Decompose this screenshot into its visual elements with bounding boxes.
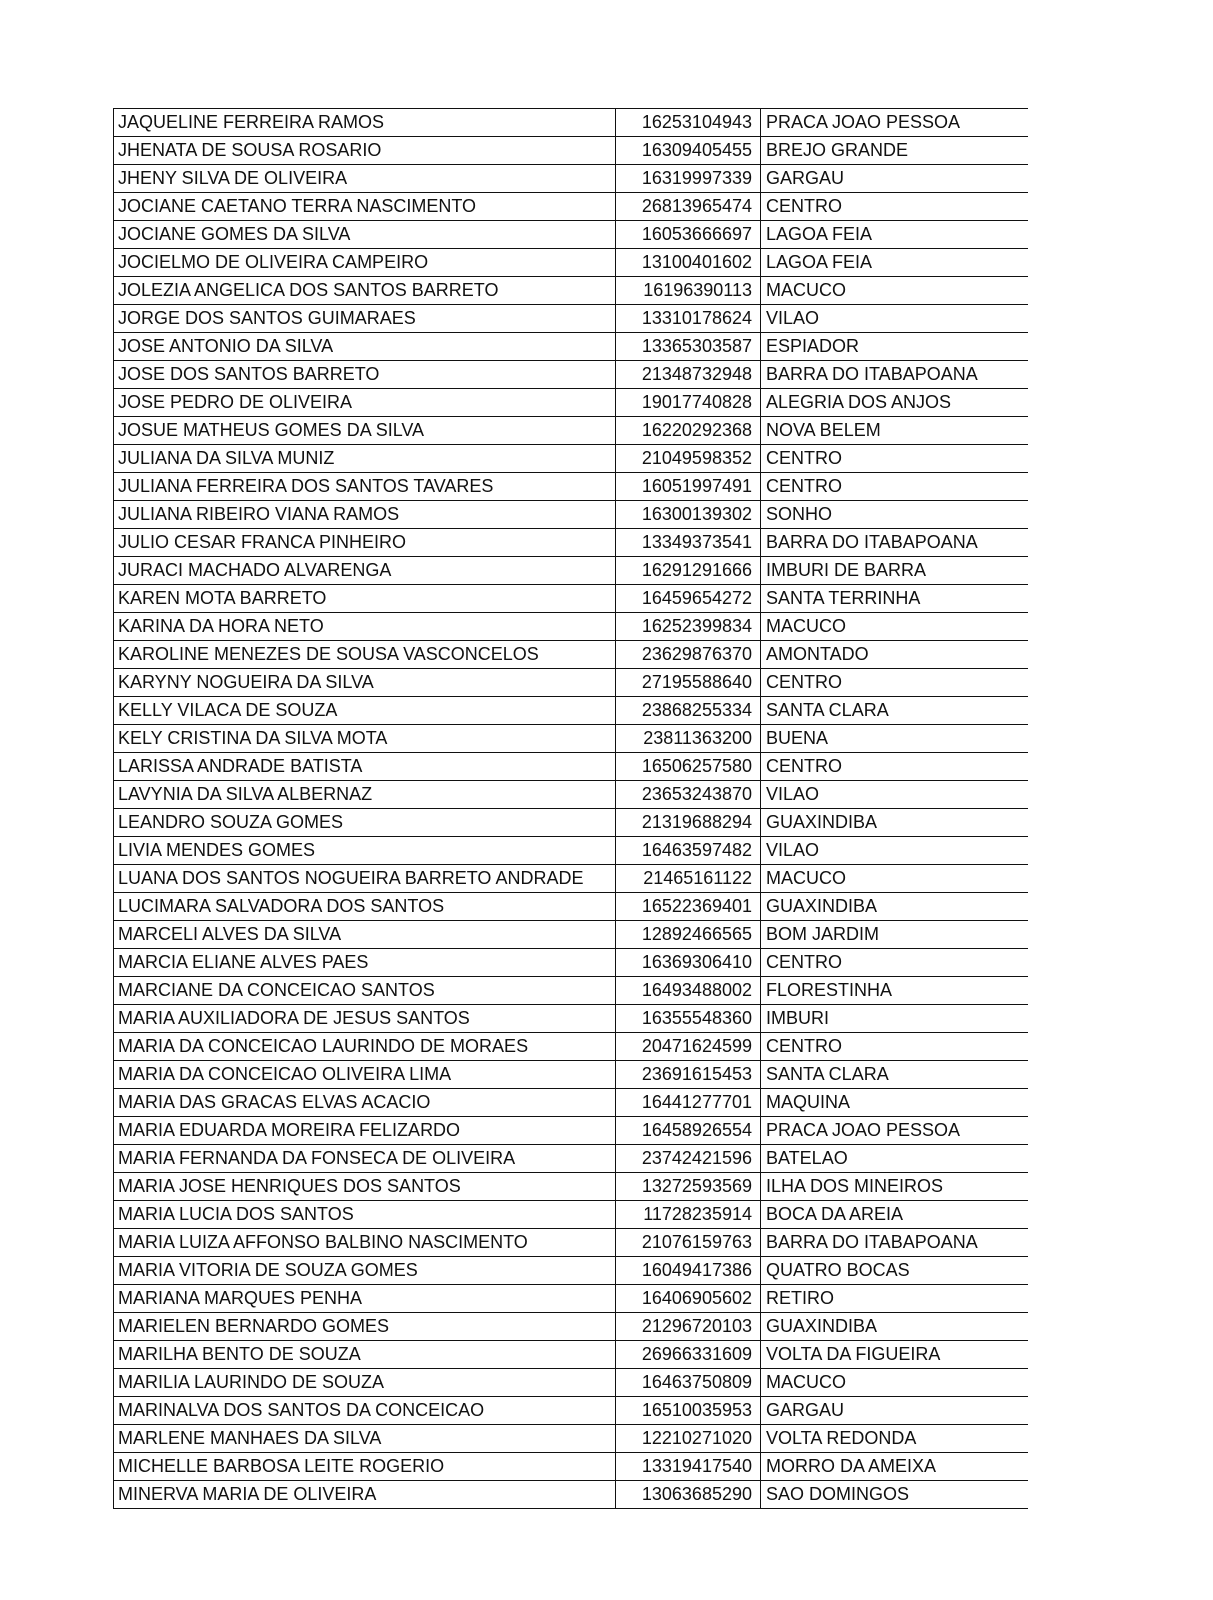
person-name-cell: LAVYNIA DA SILVA ALBERNAZ	[114, 781, 616, 809]
person-name-cell: JHENY SILVA DE OLIVEIRA	[114, 165, 616, 193]
person-name-cell: LEANDRO SOUZA GOMES	[114, 809, 616, 837]
id-number-cell: 23811363200	[616, 725, 761, 753]
neighborhood-cell: BOCA DA AREIA	[761, 1201, 1028, 1229]
table-row	[114, 137, 1028, 165]
person-name-cell: JOSE DOS SANTOS BARRETO	[114, 361, 616, 389]
neighborhood-cell: VILAO	[761, 837, 1028, 865]
person-name-cell: MARIA DA CONCEICAO LAURINDO DE MORAES	[114, 1033, 616, 1061]
neighborhood-cell: QUATRO BOCAS	[761, 1257, 1028, 1285]
table-row	[114, 333, 1028, 361]
table-row	[114, 753, 1028, 781]
id-number-cell: 16459654272	[616, 585, 761, 613]
neighborhood-cell: GUAXINDIBA	[761, 1313, 1028, 1341]
table-row	[114, 1117, 1028, 1145]
id-number-cell: 16406905602	[616, 1285, 761, 1313]
neighborhood-cell: VOLTA REDONDA	[761, 1425, 1028, 1453]
table-row	[114, 165, 1028, 193]
person-name-cell: MARIA DA CONCEICAO OLIVEIRA LIMA	[114, 1061, 616, 1089]
person-name-cell: JOLEZIA ANGELICA DOS SANTOS BARRETO	[114, 277, 616, 305]
table-row	[114, 697, 1028, 725]
person-name-cell: MARIA JOSE HENRIQUES DOS SANTOS	[114, 1173, 616, 1201]
table-row	[114, 389, 1028, 417]
neighborhood-cell: BARRA DO ITABAPOANA	[761, 361, 1028, 389]
person-name-cell: KELLY VILACA DE SOUZA	[114, 697, 616, 725]
person-name-cell: JURACI MACHADO ALVARENGA	[114, 557, 616, 585]
neighborhood-cell: GUAXINDIBA	[761, 809, 1028, 837]
person-name-cell: JULIANA RIBEIRO VIANA RAMOS	[114, 501, 616, 529]
neighborhood-cell: SANTA CLARA	[761, 1061, 1028, 1089]
person-name-cell: MARIA VITORIA DE SOUZA GOMES	[114, 1257, 616, 1285]
neighborhood-cell: VILAO	[761, 305, 1028, 333]
id-number-cell: 16355548360	[616, 1005, 761, 1033]
id-number-cell: 16463750809	[616, 1369, 761, 1397]
table-row	[114, 501, 1028, 529]
table-row	[114, 1229, 1028, 1257]
id-number-cell: 23868255334	[616, 697, 761, 725]
person-name-cell: JULIANA FERREIRA DOS SANTOS TAVARES	[114, 473, 616, 501]
neighborhood-cell: LAGOA FEIA	[761, 249, 1028, 277]
id-number-cell: 13310178624	[616, 305, 761, 333]
person-name-cell: MARIA DAS GRACAS ELVAS ACACIO	[114, 1089, 616, 1117]
person-name-cell: MARCIANE DA CONCEICAO SANTOS	[114, 977, 616, 1005]
id-number-cell: 16458926554	[616, 1117, 761, 1145]
person-name-cell: MARIA AUXILIADORA DE JESUS SANTOS	[114, 1005, 616, 1033]
id-number-cell: 13365303587	[616, 333, 761, 361]
id-number-cell: 13319417540	[616, 1453, 761, 1481]
person-name-cell: MARIA EDUARDA MOREIRA FELIZARDO	[114, 1117, 616, 1145]
neighborhood-cell: NOVA BELEM	[761, 417, 1028, 445]
person-name-cell: MARIELEN BERNARDO GOMES	[114, 1313, 616, 1341]
neighborhood-cell: BATELAO	[761, 1145, 1028, 1173]
id-number-cell: 21296720103	[616, 1313, 761, 1341]
id-number-cell: 12210271020	[616, 1425, 761, 1453]
person-name-cell: JORGE DOS SANTOS GUIMARAES	[114, 305, 616, 333]
table-row	[114, 1201, 1028, 1229]
id-number-cell: 16506257580	[616, 753, 761, 781]
neighborhood-cell: AMONTADO	[761, 641, 1028, 669]
table-row	[114, 949, 1028, 977]
id-number-cell: 16051997491	[616, 473, 761, 501]
document-page	[113, 108, 1027, 1509]
neighborhood-cell: LAGOA FEIA	[761, 221, 1028, 249]
neighborhood-cell: ESPIADOR	[761, 333, 1028, 361]
table-row	[114, 837, 1028, 865]
person-name-cell: MARCELI ALVES DA SILVA	[114, 921, 616, 949]
table-row	[114, 1033, 1028, 1061]
table-row	[114, 865, 1028, 893]
id-number-cell: 16053666697	[616, 221, 761, 249]
person-name-cell: LUCIMARA SALVADORA DOS SANTOS	[114, 893, 616, 921]
id-number-cell: 13272593569	[616, 1173, 761, 1201]
neighborhood-cell: CENTRO	[761, 949, 1028, 977]
table-row	[114, 1145, 1028, 1173]
neighborhood-cell: ALEGRIA DOS ANJOS	[761, 389, 1028, 417]
person-name-cell: JHENATA DE SOUSA ROSARIO	[114, 137, 616, 165]
person-name-cell: JOSE PEDRO DE OLIVEIRA	[114, 389, 616, 417]
neighborhood-cell: BARRA DO ITABAPOANA	[761, 529, 1028, 557]
neighborhood-cell: VILAO	[761, 781, 1028, 809]
id-number-cell: 26966331609	[616, 1341, 761, 1369]
neighborhood-cell: SANTA TERRINHA	[761, 585, 1028, 613]
id-number-cell: 16441277701	[616, 1089, 761, 1117]
table-row	[114, 1313, 1028, 1341]
table-row	[114, 109, 1028, 137]
id-number-cell: 26813965474	[616, 193, 761, 221]
person-name-cell: MARLENE MANHAES DA SILVA	[114, 1425, 616, 1453]
neighborhood-cell: CENTRO	[761, 753, 1028, 781]
neighborhood-cell: PRACA JOAO PESSOA	[761, 109, 1028, 137]
neighborhood-cell: MACUCO	[761, 865, 1028, 893]
table-row	[114, 361, 1028, 389]
id-number-cell: 21319688294	[616, 809, 761, 837]
id-number-cell: 23691615453	[616, 1061, 761, 1089]
id-number-cell: 19017740828	[616, 389, 761, 417]
neighborhood-cell: BARRA DO ITABAPOANA	[761, 1229, 1028, 1257]
id-number-cell: 21049598352	[616, 445, 761, 473]
neighborhood-cell: FLORESTINHA	[761, 977, 1028, 1005]
neighborhood-cell: BOM JARDIM	[761, 921, 1028, 949]
table-row	[114, 781, 1028, 809]
neighborhood-cell: CENTRO	[761, 669, 1028, 697]
table-row	[114, 193, 1028, 221]
id-number-cell: 16522369401	[616, 893, 761, 921]
person-name-cell: JOCIANE GOMES DA SILVA	[114, 221, 616, 249]
table-row	[114, 921, 1028, 949]
id-number-cell: 16510035953	[616, 1397, 761, 1425]
table-row	[114, 585, 1028, 613]
table-row	[114, 1061, 1028, 1089]
neighborhood-cell: GUAXINDIBA	[761, 893, 1028, 921]
table-row	[114, 305, 1028, 333]
person-name-cell: JULIO CESAR FRANCA PINHEIRO	[114, 529, 616, 557]
table-row	[114, 725, 1028, 753]
table-row	[114, 1397, 1028, 1425]
table-row	[114, 1341, 1028, 1369]
person-name-cell: KELY CRISTINA DA SILVA MOTA	[114, 725, 616, 753]
neighborhood-cell: BREJO GRANDE	[761, 137, 1028, 165]
table-row	[114, 1453, 1028, 1481]
neighborhood-cell: MACUCO	[761, 1369, 1028, 1397]
neighborhood-cell: IMBURI DE BARRA	[761, 557, 1028, 585]
table-row	[114, 977, 1028, 1005]
table-row	[114, 473, 1028, 501]
table-row	[114, 529, 1028, 557]
neighborhood-cell: PRACA JOAO PESSOA	[761, 1117, 1028, 1145]
person-name-cell: MARIA LUCIA DOS SANTOS	[114, 1201, 616, 1229]
table-row	[114, 1369, 1028, 1397]
person-name-cell: JOSUE MATHEUS GOMES DA SILVA	[114, 417, 616, 445]
table-row	[114, 809, 1028, 837]
id-number-cell: 16463597482	[616, 837, 761, 865]
neighborhood-cell: CENTRO	[761, 473, 1028, 501]
neighborhood-cell: CENTRO	[761, 445, 1028, 473]
neighborhood-cell: RETIRO	[761, 1285, 1028, 1313]
neighborhood-cell: MACUCO	[761, 277, 1028, 305]
person-name-cell: JOCIELMO DE OLIVEIRA CAMPEIRO	[114, 249, 616, 277]
person-name-cell: MARIANA MARQUES PENHA	[114, 1285, 616, 1313]
id-number-cell: 16049417386	[616, 1257, 761, 1285]
table-row	[114, 1257, 1028, 1285]
id-number-cell: 16252399834	[616, 613, 761, 641]
neighborhood-cell: GARGAU	[761, 1397, 1028, 1425]
id-number-cell: 13063685290	[616, 1481, 761, 1509]
id-number-cell: 16220292368	[616, 417, 761, 445]
id-number-cell: 16300139302	[616, 501, 761, 529]
person-name-cell: MINERVA MARIA DE OLIVEIRA	[114, 1481, 616, 1509]
person-name-cell: MARIA LUIZA AFFONSO BALBINO NASCIMENTO	[114, 1229, 616, 1257]
person-name-cell: KARINA DA HORA NETO	[114, 613, 616, 641]
id-number-cell: 23653243870	[616, 781, 761, 809]
table-row	[114, 1089, 1028, 1117]
table-row	[114, 445, 1028, 473]
table-row	[114, 613, 1028, 641]
neighborhood-cell: MORRO DA AMEIXA	[761, 1453, 1028, 1481]
id-number-cell: 21076159763	[616, 1229, 761, 1257]
table-row	[114, 557, 1028, 585]
id-number-cell: 16253104943	[616, 109, 761, 137]
person-name-cell: MARIA FERNANDA DA FONSECA DE OLIVEIRA	[114, 1145, 616, 1173]
table-row	[114, 277, 1028, 305]
person-name-cell: MICHELLE BARBOSA LEITE ROGERIO	[114, 1453, 616, 1481]
person-name-cell: JOCIANE CAETANO TERRA NASCIMENTO	[114, 193, 616, 221]
person-name-cell: KAROLINE MENEZES DE SOUSA VASCONCELOS	[114, 641, 616, 669]
person-name-cell: MARILIA LAURINDO DE SOUZA	[114, 1369, 616, 1397]
table-row	[114, 893, 1028, 921]
neighborhood-cell: SONHO	[761, 501, 1028, 529]
neighborhood-cell: GARGAU	[761, 165, 1028, 193]
person-name-cell: JULIANA DA SILVA MUNIZ	[114, 445, 616, 473]
id-number-cell: 16319997339	[616, 165, 761, 193]
person-name-cell: LARISSA ANDRADE BATISTA	[114, 753, 616, 781]
id-number-cell: 11728235914	[616, 1201, 761, 1229]
neighborhood-cell: CENTRO	[761, 1033, 1028, 1061]
table-row	[114, 1173, 1028, 1201]
table-row	[114, 1481, 1028, 1509]
id-number-cell: 16196390113	[616, 277, 761, 305]
id-number-cell: 20471624599	[616, 1033, 761, 1061]
id-number-cell: 21348732948	[616, 361, 761, 389]
table-row	[114, 221, 1028, 249]
person-name-cell: JOSE ANTONIO DA SILVA	[114, 333, 616, 361]
neighborhood-cell: BUENA	[761, 725, 1028, 753]
person-name-cell: JAQUELINE FERREIRA RAMOS	[114, 109, 616, 137]
id-number-cell: 16309405455	[616, 137, 761, 165]
id-number-cell: 16493488002	[616, 977, 761, 1005]
person-name-cell: KARYNY NOGUEIRA DA SILVA	[114, 669, 616, 697]
table-row	[114, 417, 1028, 445]
neighborhood-cell: IMBURI	[761, 1005, 1028, 1033]
id-number-cell: 21465161122	[616, 865, 761, 893]
id-number-cell: 16369306410	[616, 949, 761, 977]
id-number-cell: 12892466565	[616, 921, 761, 949]
table-row	[114, 1005, 1028, 1033]
neighborhood-cell: VOLTA DA FIGUEIRA	[761, 1341, 1028, 1369]
table-row	[114, 641, 1028, 669]
table-row	[114, 1425, 1028, 1453]
id-number-cell: 16291291666	[616, 557, 761, 585]
neighborhood-cell: ILHA DOS MINEIROS	[761, 1173, 1028, 1201]
roster-table-body	[114, 109, 1028, 1509]
neighborhood-cell: SANTA CLARA	[761, 697, 1028, 725]
id-number-cell: 27195588640	[616, 669, 761, 697]
table-row	[114, 249, 1028, 277]
table-row	[114, 669, 1028, 697]
person-name-cell: MARILHA BENTO DE SOUZA	[114, 1341, 616, 1369]
person-name-cell: MARCIA ELIANE ALVES PAES	[114, 949, 616, 977]
id-number-cell: 23629876370	[616, 641, 761, 669]
neighborhood-cell: MAQUINA	[761, 1089, 1028, 1117]
roster-table	[113, 108, 1028, 1509]
person-name-cell: LIVIA MENDES GOMES	[114, 837, 616, 865]
neighborhood-cell: SAO DOMINGOS	[761, 1481, 1028, 1509]
table-row	[114, 1285, 1028, 1313]
neighborhood-cell: MACUCO	[761, 613, 1028, 641]
id-number-cell: 13100401602	[616, 249, 761, 277]
person-name-cell: KAREN MOTA BARRETO	[114, 585, 616, 613]
id-number-cell: 13349373541	[616, 529, 761, 557]
person-name-cell: MARINALVA DOS SANTOS DA CONCEICAO	[114, 1397, 616, 1425]
neighborhood-cell: CENTRO	[761, 193, 1028, 221]
person-name-cell: LUANA DOS SANTOS NOGUEIRA BARRETO ANDRADE	[114, 865, 616, 893]
id-number-cell: 23742421596	[616, 1145, 761, 1173]
